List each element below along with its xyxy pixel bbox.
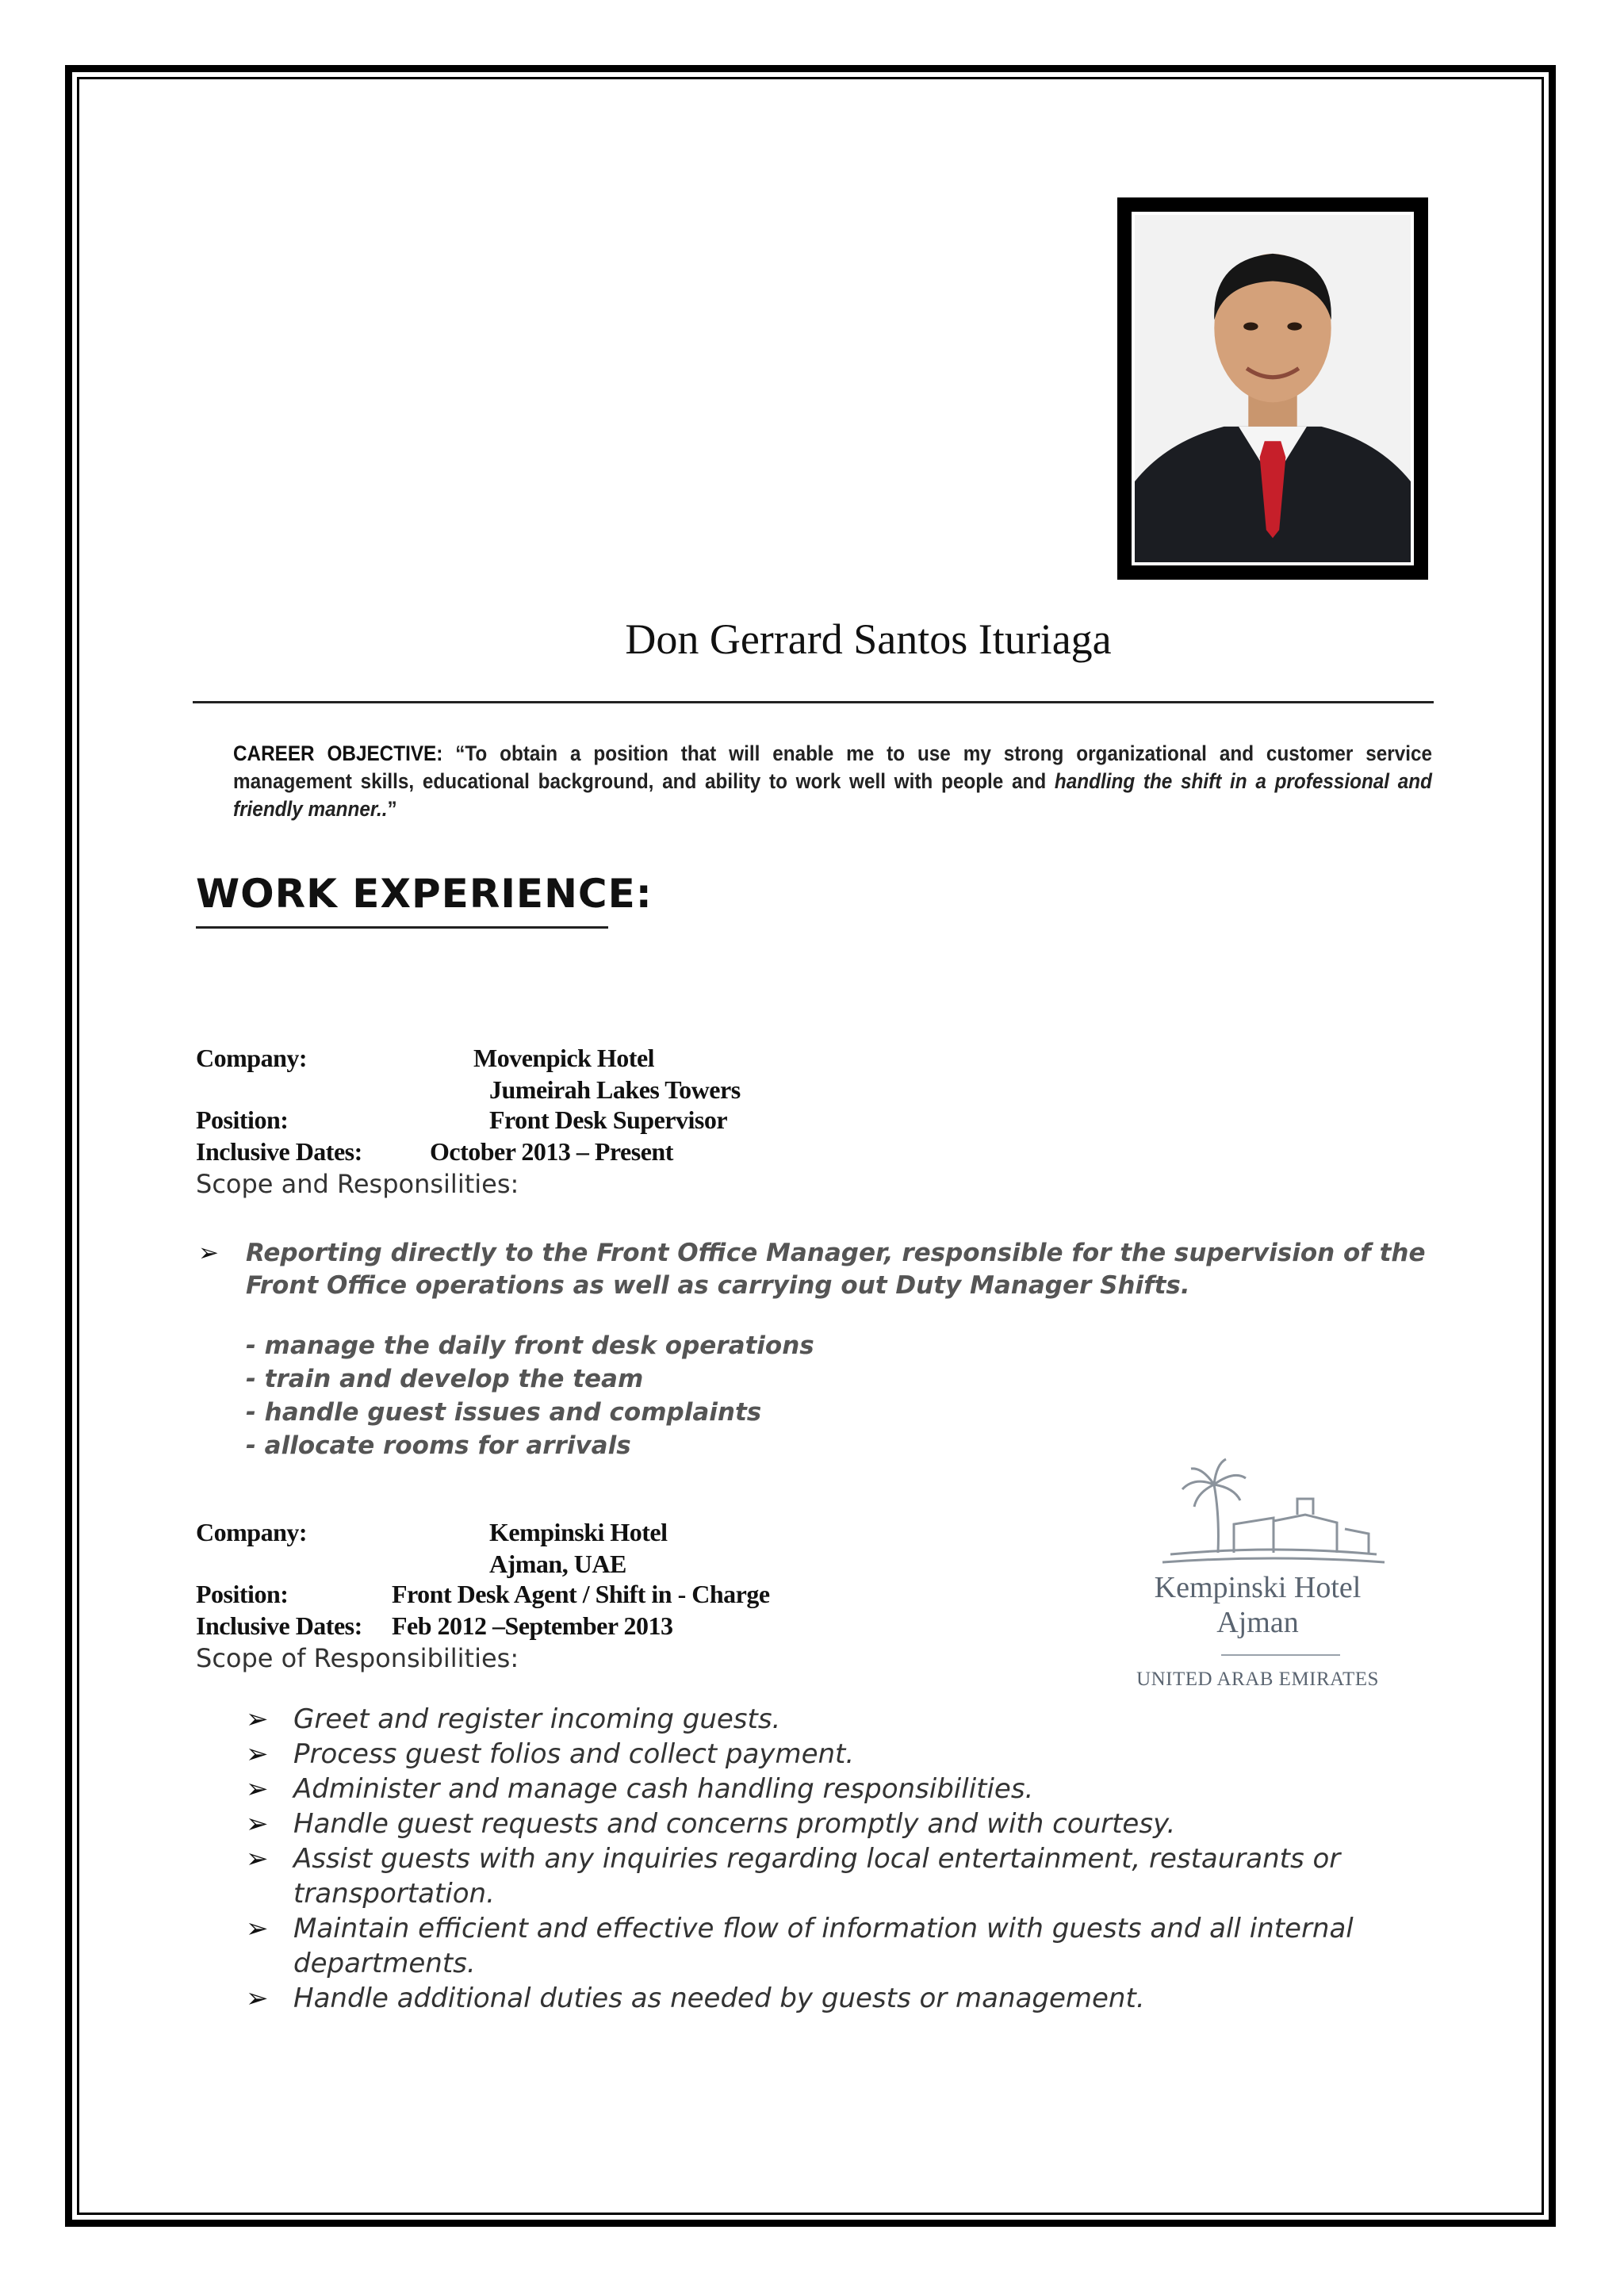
job1-dates: October 2013 – Present: [430, 1137, 673, 1166]
job2-scope-label: Scope of Responsibilities:: [196, 1643, 519, 1673]
candidate-name: Don Gerrard Santos Ituriaga: [625, 615, 1112, 663]
work-experience-heading: WORK EXPERIENCE:: [196, 871, 653, 917]
list-item: ➢ Greet and register incoming guests.: [246, 1703, 781, 1735]
career-objective: [233, 740, 1432, 823]
kempinski-logo-icon: [1115, 1435, 1400, 1578]
profile-photo: [1132, 212, 1414, 565]
job2-dates: Feb 2012 –September 2013: [392, 1611, 673, 1640]
job2-position-label: Position:: [196, 1580, 289, 1608]
job1-position-label: Position:: [196, 1105, 289, 1134]
job1-bullet-text: Reporting directly to the Front Office Manager, responsible for the supervision of the Front Office operations as well as carrying out Duty Manager Shifts.: [246, 1239, 1426, 1300]
job1-company-line2: Jumeirah Lakes Towers: [489, 1075, 741, 1104]
job1-position: Front Desk Supervisor: [489, 1105, 728, 1134]
job2-dates-label: Inclusive Dates:: [196, 1611, 362, 1640]
job1-bullet: [198, 1237, 1435, 1302]
bullet-arrow-icon: ➢: [246, 1983, 269, 2014]
list-item: ➢ Process guest folios and collect payment.: [246, 1738, 855, 1770]
job1-company-label: Company:: [196, 1044, 308, 1072]
list-item: ➢ Administer and manage cash handling responsibilities.: [246, 1773, 1034, 1805]
career-objective-text-italic: handling the shift in a professional and friendly manner..: [233, 769, 1432, 821]
kempinski-logo-name: [1115, 1570, 1400, 1640]
career-objective-close-quote: ”: [387, 797, 397, 821]
list-item: ➢ Handle guest requests and concerns promptly and with courtesy.: [246, 1808, 1176, 1840]
bullet-arrow-icon: ➢: [246, 1913, 269, 1944]
list-item: ➢ Assist guests with any inquiries regarding local entertainment, restaurants or transportation.: [246, 1843, 1341, 1910]
bullet-arrow-icon: ➢: [246, 1843, 269, 1875]
job1-task-list: [246, 1329, 814, 1462]
profile-photo-frame: [1117, 197, 1428, 580]
list-item: - manage the daily front desk operations: [246, 1331, 814, 1360]
job2-company-line2: Ajman, UAE: [489, 1550, 626, 1578]
list-item: - allocate rooms for arrivals: [246, 1431, 631, 1460]
career-objective-label: CAREER OBJECTIVE:: [233, 741, 443, 765]
job2-position: Front Desk Agent / Shift in - Charge: [392, 1580, 770, 1608]
list-item: ➢ Maintain efficient and effective flow of information with guests and all internal departments.: [246, 1913, 1354, 1979]
career-objective-text: “To obtain a position that will enable me to use my strong organizational and customer service management skills, educational background, and ability to work well with people and: [233, 741, 1432, 793]
kempinski-logo-name-line1: Kempinski Hotel: [1154, 1571, 1362, 1604]
bullet-arrow-icon: ➢: [198, 1239, 219, 1267]
list-item: - train and develop the team: [246, 1365, 644, 1393]
kempinski-logo-divider: [1221, 1654, 1340, 1656]
bullet-arrow-icon: ➢: [246, 1808, 269, 1840]
bullet-arrow-icon: ➢: [246, 1773, 269, 1805]
kempinski-logo-country: UNITED ARAB EMIRATES: [1136, 1669, 1379, 1690]
name-divider: [193, 701, 1434, 703]
job2-bullet-list: [246, 1702, 1435, 2016]
job2-company: Kempinski Hotel: [489, 1518, 668, 1546]
list-item: - handle guest issues and complaints: [246, 1398, 762, 1427]
bullet-arrow-icon: ➢: [246, 1738, 269, 1770]
bullet-arrow-icon: ➢: [246, 1703, 269, 1735]
job1-dates-label: Inclusive Dates:: [196, 1137, 362, 1166]
work-experience-underline: [196, 926, 608, 929]
job1-scope-label: Scope and Responsilities:: [196, 1169, 519, 1199]
job1-company: Movenpick Hotel: [473, 1044, 655, 1072]
kempinski-logo-name-line2: Ajman: [1216, 1606, 1299, 1639]
job2-company-label: Company:: [196, 1518, 308, 1546]
list-item: ➢ Handle additional duties as needed by guests or management.: [246, 1983, 1145, 2014]
